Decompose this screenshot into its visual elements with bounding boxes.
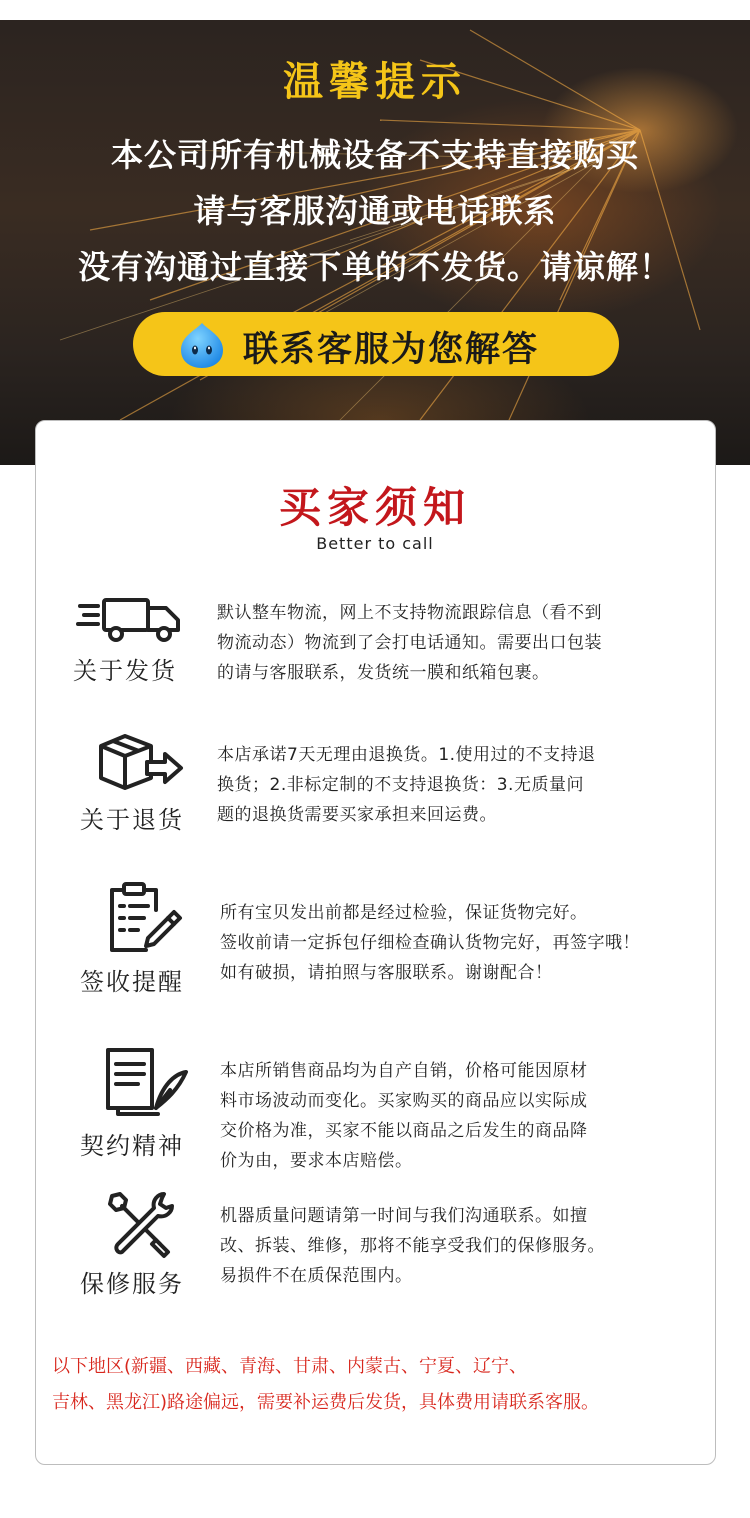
section-label-receipt: 签收提醒 [80, 968, 184, 996]
section-label-warranty: 保修服务 [80, 1270, 184, 1298]
section-line: 料市场波动而变化。买家购买的商品应以实际成 [220, 1091, 588, 1111]
section-line: 默认整车物流，网上不支持物流跟踪信息（看不到 [217, 603, 602, 623]
section-line: 交价格为准，买家不能以商品之后发生的商品降 [220, 1121, 588, 1141]
section-text-warranty [220, 1201, 605, 1291]
section-line: 改、拆装、维修，那将不能享受我们的保修服务。 [220, 1236, 605, 1256]
hero-banner [0, 0, 750, 465]
section-line: 价为由，要求本店赔偿。 [220, 1151, 413, 1171]
section-line: 如有破损，请拍照与客服联系。谢谢配合！ [220, 963, 553, 983]
section-label-shipping: 关于发货 [73, 657, 177, 685]
truck-icon [76, 596, 186, 646]
hero-line-1: 本公司所有机械设备不支持直接购买 [110, 136, 639, 174]
section-line: 易损件不在质保范围内。 [220, 1266, 413, 1286]
region-line: 以下地区(新疆、西藏、青海、甘肃、内蒙古、宁夏、辽宁、 [52, 1356, 528, 1377]
document-quill-icon [104, 1046, 190, 1118]
section-line: 物流动态）物流到了会打电话通知。需要出口包装 [217, 633, 602, 653]
wrench-screwdriver-icon [104, 1190, 176, 1260]
remote-region-notice [52, 1349, 599, 1421]
section-text-receipt [220, 898, 640, 988]
notice-title: 买家须知 [278, 483, 471, 532]
hero-line-3: 没有沟通过直接下单的不发货。请谅解！ [77, 248, 672, 286]
section-text-shipping [217, 598, 602, 688]
section-text-returns [217, 740, 596, 830]
clipboard-pen-icon [104, 880, 184, 956]
chat-mascot-icon [177, 320, 227, 370]
section-line: 换货；2.非标定制的不支持退换货：3.无质量问 [217, 775, 584, 795]
section-line: 机器质量问题请第一时间与我们沟通联系。如擅 [220, 1206, 588, 1226]
contact-service-button[interactable] [133, 312, 619, 376]
section-line: 题的退换货需要买家承担来回运费。 [217, 805, 497, 825]
section-line: 所有宝贝发出前都是经过检验，保证货物完好。 [220, 903, 588, 923]
section-label-contract: 契约精神 [80, 1132, 184, 1160]
region-line: 吉林、黑龙江)路途偏远，需要补运费后发货，具体费用请联系客服。 [52, 1392, 600, 1413]
contact-service-label: 联系客服为您解答 [243, 330, 540, 370]
hero-line-2: 请与客服沟通或电话联系 [193, 192, 557, 230]
section-label-returns: 关于退货 [80, 806, 184, 834]
box-return-icon [95, 730, 185, 792]
notice-subtitle: Better to call [316, 534, 434, 553]
section-line: 的请与客服联系，发货统一膜和纸箱包裹。 [217, 663, 550, 683]
section-line: 本店承诺7天无理由退换货。1.使用过的不支持退 [217, 745, 596, 765]
section-line: 本店所销售商品均为自产自销，价格可能因原材 [220, 1061, 588, 1081]
section-text-contract [220, 1056, 588, 1176]
hero-title: 温馨提示 [283, 59, 467, 105]
section-line: 签收前请一定拆包仔细检查确认货物完好，再签字哦！ [220, 933, 640, 953]
